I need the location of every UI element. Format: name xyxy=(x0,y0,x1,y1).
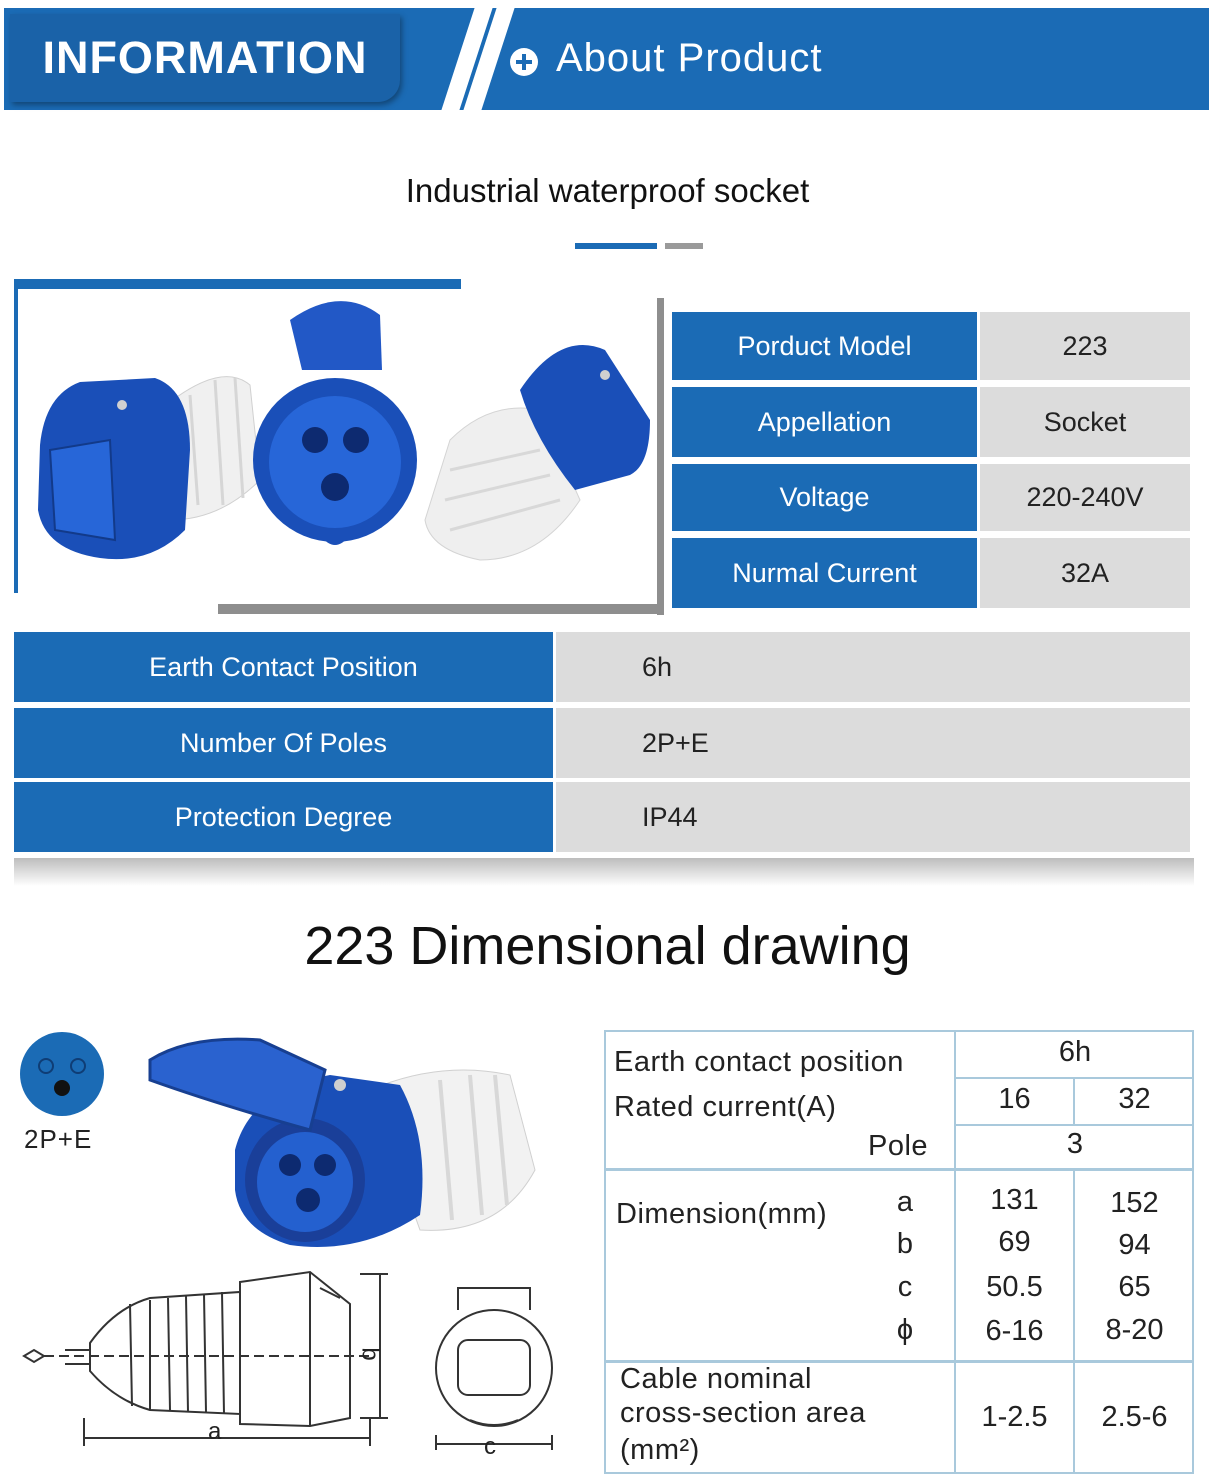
spec-label-protection: Protection Degree xyxy=(14,782,553,852)
headline-underline-accent xyxy=(665,243,703,249)
spec-label-poles: Number Of Poles xyxy=(14,708,553,778)
dim-b-label: b xyxy=(356,1347,384,1361)
spec-value-current: 32A xyxy=(980,538,1190,608)
product-headline: Industrial waterproof socket xyxy=(405,172,810,209)
rated-current-32: 32 xyxy=(1118,1083,1151,1115)
spec-value-poles: 2P+E xyxy=(556,708,1190,778)
dim-c-label: c xyxy=(484,1433,496,1460)
table-divider xyxy=(954,1077,1194,1079)
socket-back-view-image xyxy=(425,345,650,560)
table-divider xyxy=(954,1124,1194,1126)
rated-current-16: 16 xyxy=(998,1083,1031,1115)
cable-value-16: 1-2.5 xyxy=(981,1401,1048,1433)
dim-c-32: 65 xyxy=(1118,1271,1151,1303)
cable-label-line3: (mm²) xyxy=(620,1434,700,1466)
spec-value-protection: IP44 xyxy=(556,782,1190,852)
pole-value: 3 xyxy=(1066,1128,1084,1160)
spec-label-appellation: Appellation xyxy=(672,387,977,457)
product-photo xyxy=(20,290,656,596)
table-divider xyxy=(604,1168,1194,1171)
cable-label-line1: Cable nominal xyxy=(620,1363,812,1395)
dim-c-16: 50.5 xyxy=(986,1271,1043,1303)
dim-b-16: 69 xyxy=(998,1226,1031,1258)
dim-a-label: a xyxy=(208,1418,222,1445)
dim-symbol-c: c xyxy=(897,1271,913,1303)
dim-a-16: 131 xyxy=(990,1184,1039,1216)
plus-circle-icon xyxy=(510,48,538,76)
socket-render-image xyxy=(140,1030,540,1255)
spec-value-earth-contact: 6h xyxy=(556,632,1190,702)
earth-contact-label: Earth contact position xyxy=(614,1046,904,1078)
spec-label-voltage: Voltage xyxy=(672,464,977,531)
table-shadow xyxy=(14,858,1194,886)
dim-phi-32: 8-20 xyxy=(1105,1314,1164,1346)
front-view-drawing xyxy=(430,1280,560,1450)
dim-b-32: 94 xyxy=(1118,1229,1151,1261)
cable-label-line2: cross-section area xyxy=(620,1397,866,1429)
dim-symbol-phi: ϕ xyxy=(896,1314,914,1346)
header-title: INFORMATION xyxy=(42,32,368,83)
photo-frame-left xyxy=(14,279,18,593)
spec-value-appellation: Socket xyxy=(980,387,1190,457)
dim-a-32: 152 xyxy=(1110,1187,1159,1219)
spec-value-voltage: 220-240V xyxy=(980,464,1190,531)
pole-label: Pole xyxy=(868,1130,929,1162)
dimension-label: Dimension(mm) xyxy=(616,1198,828,1230)
photo-frame-right xyxy=(657,298,664,615)
header-subtitle: About Product xyxy=(556,36,823,80)
earth-contact-value: 6h xyxy=(1058,1036,1092,1068)
spec-value-model: 223 xyxy=(980,312,1190,380)
rated-current-label: Rated current(A) xyxy=(614,1091,837,1123)
dim-symbol-a: a xyxy=(896,1186,914,1218)
socket-side-view-image xyxy=(38,377,260,559)
dim-phi-16: 6-16 xyxy=(985,1315,1044,1347)
drawing-title: 223 Dimensional drawing xyxy=(304,916,911,976)
pin-diagram-icon xyxy=(18,1030,108,1120)
cable-value-32: 2.5-6 xyxy=(1101,1401,1168,1433)
spec-label-current: Nurmal Current xyxy=(672,538,977,608)
dim-symbol-b: b xyxy=(896,1228,914,1260)
spec-label-model: Porduct Model xyxy=(672,312,977,380)
socket-front-view-image xyxy=(253,301,417,545)
pin-diagram-label: 2P+E xyxy=(24,1124,93,1154)
spec-label-earth-contact: Earth Contact Position xyxy=(14,632,553,702)
photo-frame-top xyxy=(14,279,461,289)
headline-underline xyxy=(575,243,657,249)
photo-frame-bottom xyxy=(218,604,664,614)
